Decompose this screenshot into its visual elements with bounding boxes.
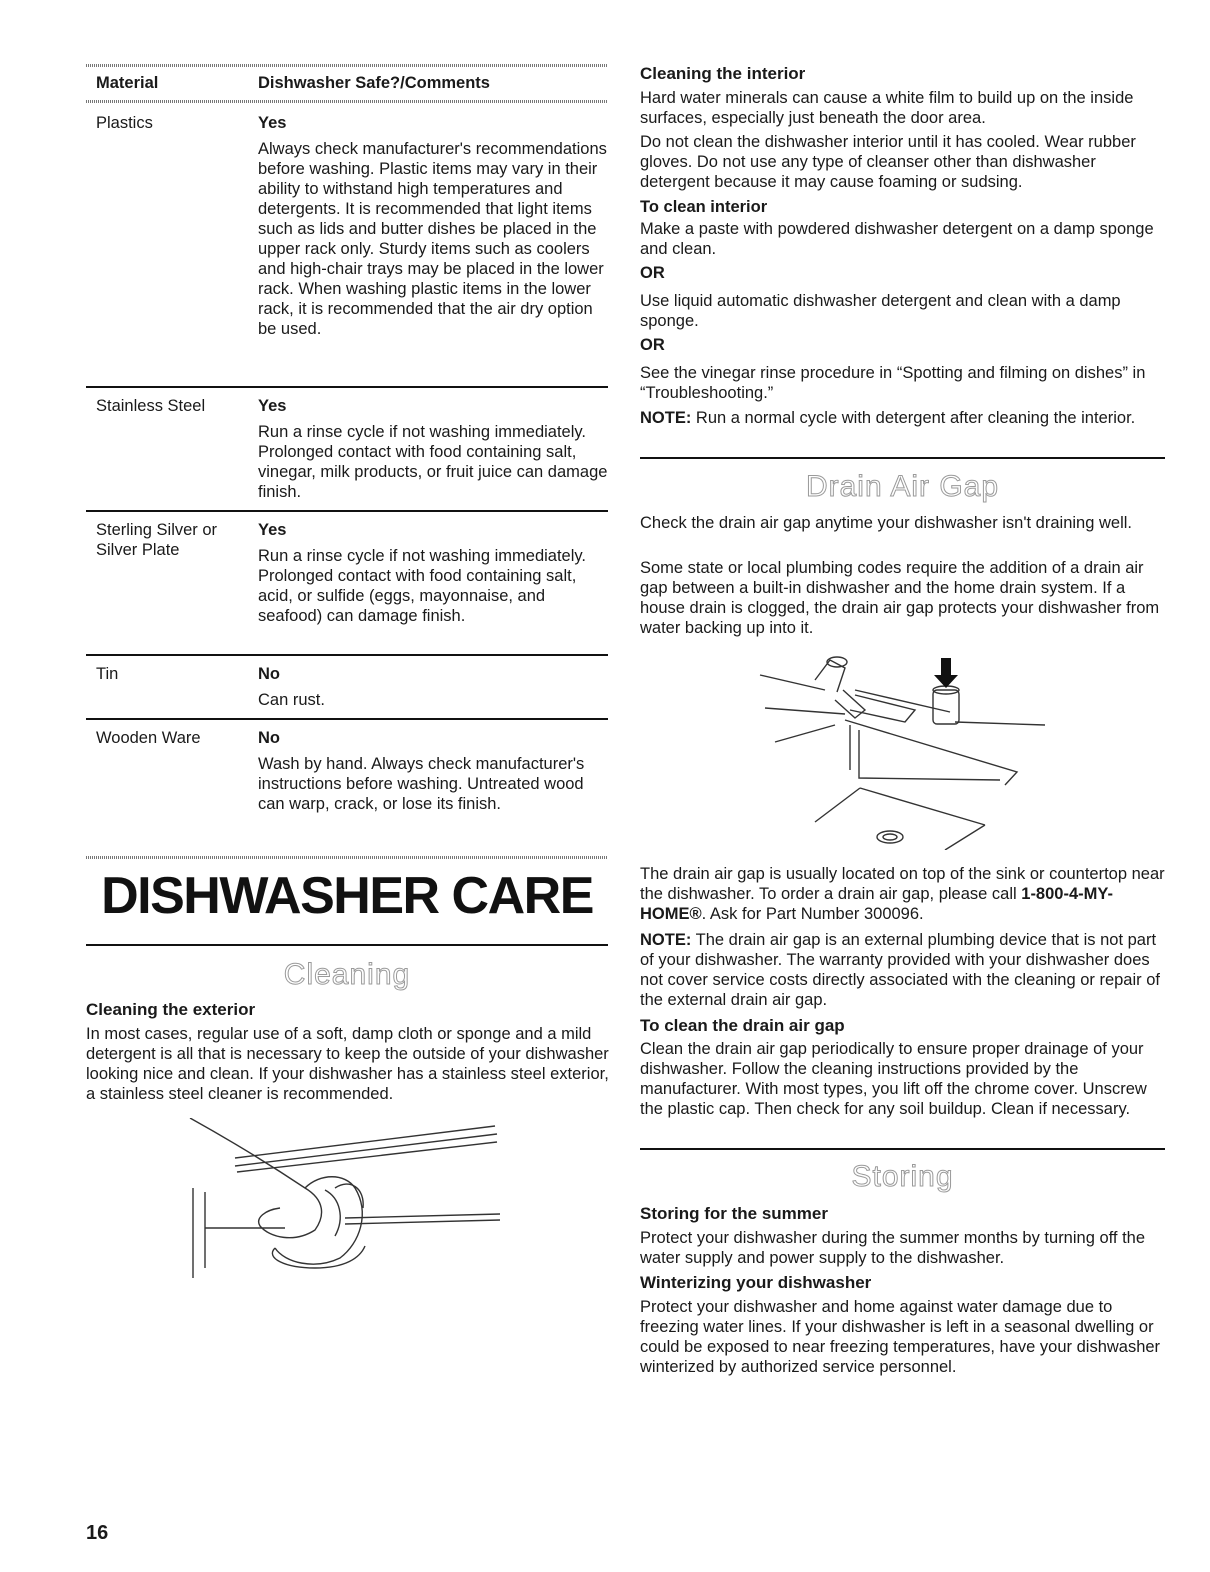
exterior-heading: Cleaning the exterior — [86, 1000, 256, 1019]
table-header-rule — [86, 100, 608, 103]
storing-summer-text: Protect your dishwasher during the summer months by turning off the water supply and power supply to the dishwasher. — [640, 1229, 1146, 1267]
note-label: NOTE: — [640, 931, 692, 949]
interior-text-3: Make a paste with powdered dishwasher detergent on a damp sponge and clean. — [640, 220, 1154, 258]
row-divider — [86, 510, 608, 512]
winterizing-text: Protect your dishwasher and home against water damage due to freezing water lines. If your dishwasher is left in a seasonal dwelling or could be exposed to near freezing temperatures, have your dishwasher winterized by authorized service personnel. — [640, 1298, 1161, 1376]
or-label: OR — [640, 336, 665, 354]
material-name: Tin — [96, 665, 119, 683]
winterizing-heading: Winterizing your dishwasher — [640, 1273, 872, 1292]
comment-text: Wash by hand. Always check manufacturer's instructions before washing. Untreated wood can warp, crack, or lose its finish. — [258, 755, 585, 813]
or-label: OR — [640, 264, 665, 282]
material-name: Stainless Steel — [96, 397, 206, 415]
air-gap-text-1: Check the drain air gap anytime your dishwasher isn't draining well. — [640, 514, 1132, 532]
safe-answer: Yes — [258, 114, 287, 132]
material-name: Plastics — [96, 114, 153, 132]
clean-air-gap-subheading: To clean the drain air gap — [640, 1016, 845, 1035]
material-column-header: Material — [96, 74, 159, 92]
table-bottom-rule — [86, 856, 608, 859]
interior-heading: Cleaning the interior — [640, 64, 806, 83]
material-name: Sterling Silver or Silver Plate — [96, 521, 218, 559]
phone-number: 1-800-4-MY-HOME® — [640, 885, 1113, 923]
air-gap-text-2: Some state or local plumbing codes require the addition of a drain air gap between a built-in dishwasher and the home drain system. If a house drain is clogged, the drain air gap protects your dishwasher from water backing up into it. — [640, 559, 1160, 637]
air-gap-location-text: The drain air gap is usually located on top of the sink or countertop near the dishwasher. To order a drain air gap, please call — [640, 865, 1165, 903]
cleaning-exterior-illustration — [175, 1118, 510, 1288]
clean-interior-subheading: To clean interior — [640, 198, 768, 216]
comment-text: Always check manufacturer's recommendations before washing. Plastic items may vary in their ability to withstand high temperatures and detergents. It is recommended that light items such as lids and butter dishes be placed in the upper rack only. Sturdy items such as coolers and high-chair trays may be placed in the lower rack. When washing plastic items in the lower rack, it is recommended that the air dry option be used. — [258, 140, 607, 338]
section-title: DISHWASHER CARE — [101, 867, 593, 925]
comments-column-header: Dishwasher Safe?/Comments — [258, 74, 490, 92]
note-label: NOTE: — [640, 409, 692, 427]
part-number-text: . Ask for Part Number 300096. — [701, 905, 924, 923]
row-divider — [86, 718, 608, 720]
interior-text-5: See the vinegar rinse procedure in “Spotting and filming on dishes” in “Troubleshooting.” — [640, 364, 1146, 402]
comment-text: Run a rinse cycle if not washing immediately. Prolonged contact with food containing salt, vinegar, milk products, or fruit juice can damage finish. — [258, 423, 608, 501]
interior-text-4: Use liquid automatic dishwasher detergent and clean with a damp sponge. — [640, 292, 1121, 330]
storing-heading: Storing — [851, 1160, 954, 1193]
air-gap-text-3 — [640, 864, 1165, 924]
row-divider — [86, 386, 608, 388]
interior-text-2: Do not clean the dishwasher interior until it has cooled. Wear rubber gloves. Do not use any type of cleanser other than dishwasher detergent because it may cause foaming or sudsing. — [640, 133, 1136, 191]
interior-text-1: Hard water minerals can cause a white film to build up on the inside surfaces, especially just beneath the door area. — [640, 89, 1134, 127]
storing-summer-heading: Storing for the summer — [640, 1204, 828, 1223]
note-text: The drain air gap is an external plumbing device that is not part of your dishwasher. The warranty provided with your dishwasher does not cover service costs directly associated with the cleaning or repair of the external drain air gap. — [640, 931, 1160, 1009]
drain-air-gap-heading: Drain Air Gap — [805, 470, 1000, 503]
safe-answer: No — [258, 665, 280, 683]
safe-answer: Yes — [258, 397, 287, 415]
note-text: Run a normal cycle with detergent after cleaning the interior. — [691, 409, 1136, 427]
section-rule — [640, 457, 1165, 459]
safe-answer: No — [258, 729, 280, 747]
comment-text: Run a rinse cycle if not washing immediately. Prolonged contact with food containing salt, acid, or sulfide (eggs, mayonnaise, and seafood) can damage finish. — [258, 547, 587, 625]
material-name: Wooden Ware — [96, 729, 201, 747]
drain-air-gap-illustration — [755, 650, 1050, 850]
comment-text: Can rust. — [258, 691, 325, 709]
table-top-rule — [86, 64, 608, 67]
air-gap-text-4: Clean the drain air gap periodically to ensure proper drainage of your dishwasher. Follow the cleaning instructions provided by the manufacturer. With most types, you lift off the chrome cover. Unscrew the plastic cap. Then check for any soil buildup. Clean if necessary. — [640, 1040, 1147, 1118]
section-rule — [640, 1148, 1165, 1150]
interior-note — [640, 408, 1165, 428]
cleaning-heading: Cleaning — [283, 958, 411, 991]
title-rule — [86, 944, 608, 946]
row-divider — [86, 654, 608, 656]
exterior-text: In most cases, regular use of a soft, damp cloth or sponge and a mild detergent is all that is necessary to keep the outside of your dishwasher looking nice and clean. If your dishwasher has a stainless steel exterior, a stainless steel cleaner is recommended. — [86, 1025, 609, 1103]
page-number: 16 — [86, 1522, 109, 1544]
air-gap-note — [640, 930, 1165, 1010]
safe-answer: Yes — [258, 521, 287, 539]
